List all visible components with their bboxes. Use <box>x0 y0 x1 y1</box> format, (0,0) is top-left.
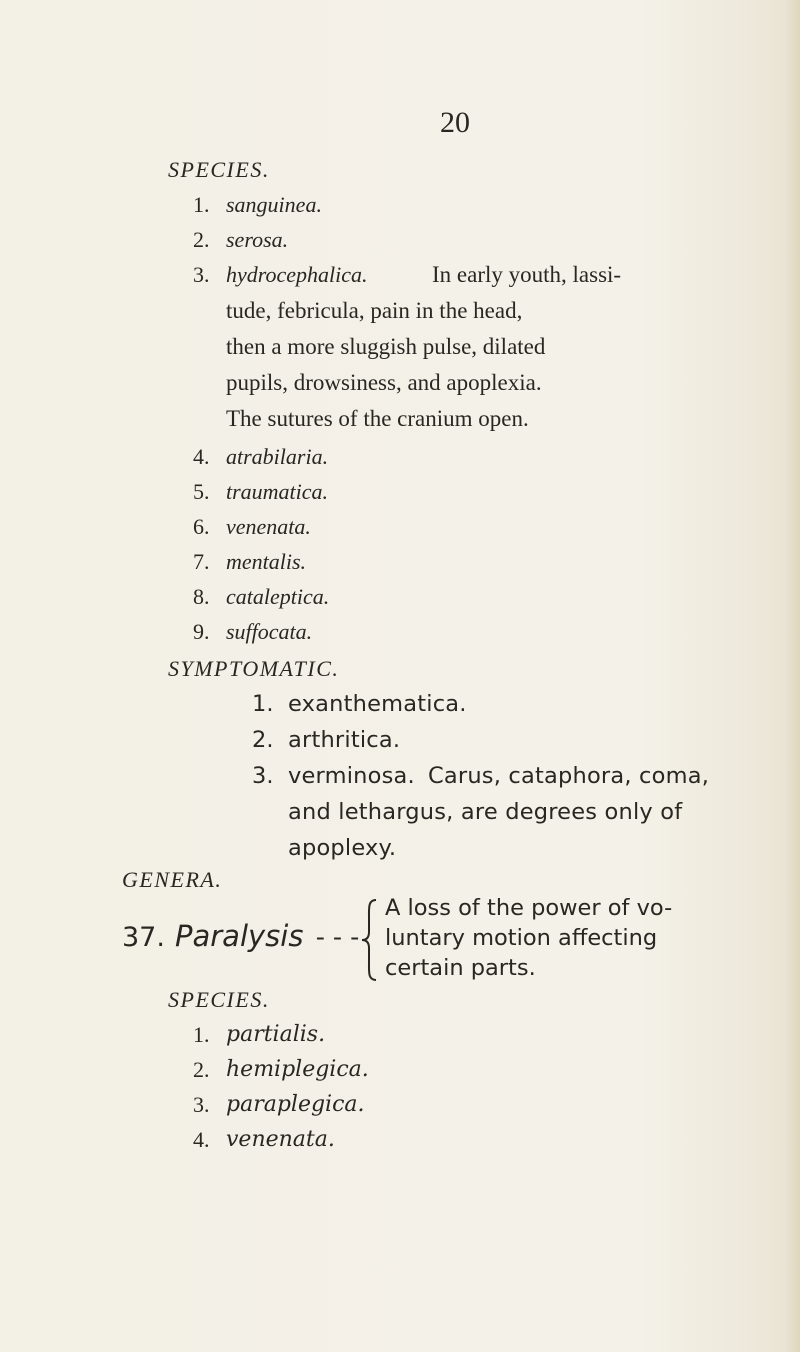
species-num: 1. <box>193 1022 210 1047</box>
species-name: cataleptica. <box>226 584 330 609</box>
species-num: 4. <box>193 444 210 469</box>
species-heading: SPECIES. <box>168 157 270 182</box>
species-name: suffocata. <box>226 619 313 644</box>
genus-description-line: luntary motion affecting <box>385 925 658 951</box>
species-name: traumatica. <box>226 479 329 504</box>
genus-dashes: - - - <box>316 922 360 951</box>
brace-icon <box>360 898 380 982</box>
species-description-line: then a more sluggish pulse, dilated <box>226 334 546 359</box>
species-description-line: The sutures of the cranium open. <box>226 406 529 431</box>
species-name: hydrocephalica. <box>226 262 368 287</box>
symptomatic-description-line: Carus, cataphora, coma, <box>428 763 710 789</box>
symptomatic-name: verminosa. <box>288 763 415 789</box>
species-description-line: pupils, drowsiness, and apoplexia. <box>226 370 542 395</box>
genus-name: Paralysis <box>175 919 304 953</box>
species-num: 3. <box>193 1092 210 1117</box>
species-num: 5. <box>193 479 210 504</box>
species-num: 6. <box>193 514 210 539</box>
symptomatic-heading: SYMPTOMATIC. <box>168 656 340 681</box>
symptomatic-description-line: and lethargus, are degrees only of <box>288 799 683 825</box>
species-description-line: tude, febricula, pain in the head, <box>226 298 523 323</box>
species-num: 8. <box>193 584 210 609</box>
species-name: venenata. <box>226 1127 335 1152</box>
species-name: venenata. <box>226 514 311 539</box>
symptomatic-num: 2. <box>252 727 274 753</box>
genus-number: 37. <box>122 922 165 953</box>
genus-description-line: A loss of the power of vo- <box>385 895 673 921</box>
species-num: 7. <box>193 549 210 574</box>
species-num: 2. <box>193 227 210 252</box>
page-edge-shadow <box>786 0 800 1352</box>
species-num: 9. <box>193 619 210 644</box>
species-name: serosa. <box>226 227 289 252</box>
species-name: partialis. <box>226 1022 326 1047</box>
species-name: sanguinea. <box>226 192 322 217</box>
species-description-line: In early youth, lassi- <box>432 262 622 287</box>
species-num: 1. <box>193 192 210 217</box>
species-name: paraplegica. <box>226 1092 365 1117</box>
species-num: 2. <box>193 1057 210 1082</box>
genera-heading: GENERA. <box>122 867 223 892</box>
symptomatic-name: arthritica. <box>288 727 401 753</box>
species-name: atrabilaria. <box>226 444 329 469</box>
species-num: 4. <box>193 1127 210 1152</box>
symptomatic-name: exanthematica. <box>288 691 467 717</box>
symptomatic-description-line: apoplexy. <box>288 835 397 861</box>
species-name: hemiplegica. <box>226 1057 369 1082</box>
symptomatic-num: 1. <box>252 691 274 717</box>
genus-description-line: certain parts. <box>385 955 536 981</box>
page-number: 20 <box>440 106 470 139</box>
species-name: mentalis. <box>226 549 307 574</box>
symptomatic-num: 3. <box>252 763 274 789</box>
species-num: 3. <box>193 262 210 287</box>
species-heading: SPECIES. <box>168 987 270 1012</box>
